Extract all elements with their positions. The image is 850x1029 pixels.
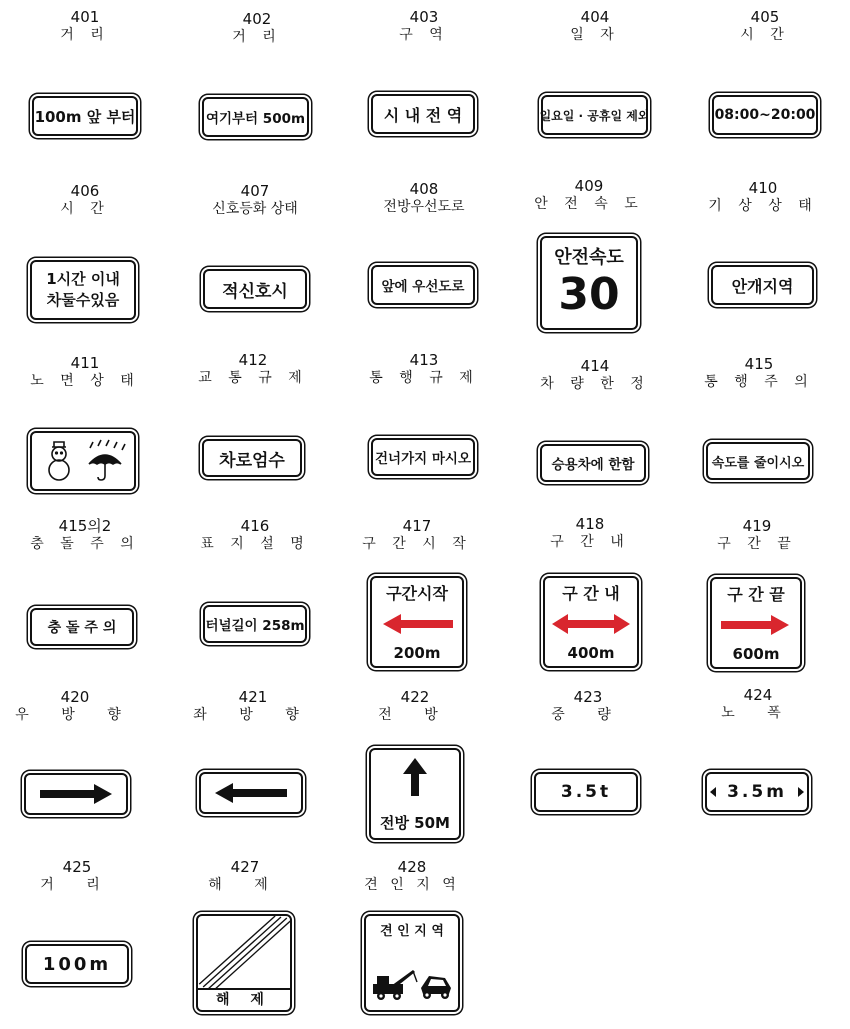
sign-text: 앞에 우선도로 bbox=[381, 279, 465, 295]
sign-name: 시 간 bbox=[60, 201, 110, 217]
sign-text: 차로엄수 bbox=[219, 450, 285, 471]
sign-cell-407 bbox=[170, 182, 340, 218]
sign-code: 413 bbox=[409, 351, 439, 369]
sign-420 bbox=[24, 773, 128, 815]
sign-text: 견 인 지 역 bbox=[380, 924, 444, 939]
sign-text: 구 간 끝 bbox=[727, 585, 785, 604]
sign-416 bbox=[203, 605, 307, 643]
sign-407 bbox=[203, 269, 307, 309]
sign-text: 충 돌 주 의 bbox=[47, 620, 117, 636]
sign-code: 423 bbox=[573, 688, 603, 706]
sign-cell-418 bbox=[505, 515, 675, 551]
sign-cell-423 bbox=[503, 688, 673, 724]
sign-code: 417 bbox=[402, 517, 432, 535]
sign-text: 승용차에 한함 bbox=[551, 457, 635, 473]
sign-cell-416 bbox=[170, 517, 340, 553]
sign-name: 거 리 bbox=[232, 29, 282, 45]
sign-code: 415 bbox=[744, 355, 774, 373]
sign-code: 408 bbox=[409, 180, 439, 198]
sign-422 bbox=[369, 748, 461, 840]
sign-distance: 600m bbox=[732, 645, 780, 663]
sign-text: 해 제 bbox=[216, 992, 272, 1008]
sign-cell-406 bbox=[0, 182, 170, 218]
sign-text: 터널길이 258m bbox=[205, 618, 305, 634]
sign-name: 통 행 주 의 bbox=[704, 374, 814, 390]
sign-414 bbox=[540, 444, 646, 482]
sign-413 bbox=[371, 438, 475, 476]
sign-402 bbox=[202, 97, 309, 137]
sign-text: 3.5m bbox=[727, 782, 787, 802]
sign-text: 안개지역 bbox=[731, 276, 794, 296]
sign-distance: 200m bbox=[393, 644, 441, 662]
sign-code: 410 bbox=[748, 179, 778, 197]
sign-cell-420 bbox=[0, 688, 160, 724]
sign-name: 구 간 시 작 bbox=[362, 536, 472, 552]
sign-code: 411 bbox=[70, 354, 100, 372]
sign-code: 422 bbox=[400, 688, 430, 706]
sign-425 bbox=[25, 944, 129, 984]
sign-name: 전 방 bbox=[378, 707, 452, 723]
sign-name: 통 행 규 제 bbox=[369, 370, 479, 386]
sign-cell-427 bbox=[160, 858, 330, 894]
sign-text: 시 내 전 역 bbox=[383, 105, 463, 125]
sign-name: 노 폭 bbox=[721, 705, 795, 721]
sign-cell-411 bbox=[0, 354, 170, 390]
sign-name: 표 지 설 명 bbox=[200, 536, 310, 552]
sign-text: 일요일 · 공휴일 제외 bbox=[539, 108, 650, 123]
sign-name: 전방우선도로 bbox=[383, 199, 465, 215]
sign-415-2 bbox=[30, 608, 134, 646]
sign-name: 해 제 bbox=[208, 877, 282, 893]
sign-speed-value: 30 bbox=[558, 269, 620, 320]
sign-name: 구 역 bbox=[399, 27, 449, 43]
sign-423 bbox=[534, 772, 638, 812]
sign-text: 적신호시 bbox=[222, 281, 288, 302]
sign-name: 구 간 끝 bbox=[717, 536, 797, 552]
tow-truck-icon bbox=[369, 964, 455, 1004]
sign-code: 415의2 bbox=[58, 517, 112, 535]
sign-code: 402 bbox=[242, 10, 272, 28]
sign-code: 403 bbox=[409, 8, 439, 26]
sign-name: 신호등화 상태 bbox=[212, 201, 298, 217]
sign-code: 412 bbox=[238, 351, 268, 369]
sign-cell-414 bbox=[510, 357, 680, 393]
sign-417 bbox=[370, 576, 464, 668]
sign-421 bbox=[199, 772, 303, 814]
sign-cell-409 bbox=[504, 177, 674, 213]
end-of-zone-stripes-icon bbox=[198, 916, 290, 990]
sign-cell-402 bbox=[172, 10, 342, 46]
snow-umbrella-icon bbox=[33, 434, 133, 488]
sign-419 bbox=[710, 577, 802, 669]
width-marker-right-icon bbox=[797, 786, 805, 798]
sign-name: 노 면 상 태 bbox=[30, 373, 140, 389]
sign-text: 여기부터 500m bbox=[205, 111, 306, 127]
sign-text: 건너가지 마시오 bbox=[375, 451, 471, 467]
sign-name: 좌 방 향 bbox=[193, 707, 313, 723]
sign-name: 거 리 bbox=[60, 27, 110, 43]
sign-424 bbox=[705, 772, 809, 812]
sign-415 bbox=[706, 442, 810, 480]
sign-428 bbox=[364, 914, 460, 1012]
right-arrow-icon bbox=[717, 613, 795, 637]
sign-text: 구 간 내 bbox=[562, 584, 620, 603]
sign-code: 421 bbox=[238, 688, 268, 706]
sign-code: 424 bbox=[743, 686, 773, 704]
sign-cell-415 bbox=[674, 355, 844, 391]
sign-name: 충 돌 주 의 bbox=[30, 536, 140, 552]
sign-cell-425 bbox=[0, 858, 162, 894]
sign-name: 시 간 bbox=[740, 27, 790, 43]
left-arrow-icon bbox=[377, 612, 457, 636]
sign-cell-405 bbox=[680, 8, 850, 44]
sign-text: 3.5t bbox=[560, 782, 612, 802]
sign-418 bbox=[543, 576, 639, 668]
sign-name: 중 량 bbox=[551, 707, 625, 723]
sign-text-line1: 1시간 이내 bbox=[46, 270, 120, 288]
sign-code: 414 bbox=[580, 357, 610, 375]
sign-427 bbox=[196, 914, 292, 1012]
sign-cell-404 bbox=[510, 8, 680, 44]
sign-name: 일 자 bbox=[570, 27, 620, 43]
sign-cell-413 bbox=[339, 351, 509, 387]
sign-text: 100m bbox=[42, 953, 112, 975]
sign-405 bbox=[712, 95, 818, 135]
sign-code: 416 bbox=[240, 517, 270, 535]
sign-name: 안 전 속 도 bbox=[534, 196, 644, 212]
sign-401 bbox=[32, 96, 138, 136]
sign-411 bbox=[30, 431, 136, 491]
sign-code: 418 bbox=[575, 515, 605, 533]
sign-cell-419 bbox=[672, 517, 842, 553]
sign-412 bbox=[202, 439, 302, 477]
sign-code: 401 bbox=[70, 8, 100, 26]
sign-text: 08:00~20:00 bbox=[714, 107, 816, 123]
sign-409 bbox=[540, 236, 638, 330]
sign-text-line2: 차둘수있음 bbox=[46, 291, 120, 309]
sign-cell-428 bbox=[327, 858, 497, 894]
double-arrow-icon bbox=[548, 612, 634, 636]
sign-code: 404 bbox=[580, 8, 610, 26]
sign-cell-415-2 bbox=[0, 517, 170, 553]
sign-cell-403 bbox=[339, 8, 509, 44]
sign-name: 견 인 지 역 bbox=[364, 877, 460, 893]
sign-name: 구 간 내 bbox=[550, 534, 630, 550]
sign-text: 속도를 줄이시오 bbox=[711, 455, 805, 471]
sign-code: 419 bbox=[742, 517, 772, 535]
sign-403 bbox=[371, 94, 475, 134]
sign-code: 428 bbox=[397, 858, 427, 876]
sign-name: 우 방 향 bbox=[15, 707, 135, 723]
sign-code: 409 bbox=[574, 177, 604, 195]
left-arrow-icon bbox=[211, 780, 291, 806]
sign-text: 100m 앞 부터 bbox=[34, 107, 136, 126]
width-marker-left-icon bbox=[709, 786, 717, 798]
sign-cell-422 bbox=[330, 688, 500, 724]
sign-code: 420 bbox=[60, 688, 90, 706]
sign-code: 407 bbox=[240, 182, 270, 200]
sign-cell-412 bbox=[168, 351, 338, 387]
sign-name: 기 상 상 태 bbox=[708, 198, 818, 214]
sign-name: 거 리 bbox=[40, 877, 114, 893]
sign-410 bbox=[711, 265, 814, 305]
sign-406 bbox=[30, 260, 136, 320]
up-arrow-icon bbox=[400, 756, 430, 798]
sign-cell-408 bbox=[339, 180, 509, 216]
sign-code: 427 bbox=[230, 858, 260, 876]
sign-cell-417 bbox=[332, 517, 502, 553]
sign-distance: 400m bbox=[567, 644, 615, 662]
sign-name: 교 통 규 제 bbox=[198, 370, 308, 386]
sign-408 bbox=[371, 265, 475, 305]
sign-cell-421 bbox=[168, 688, 338, 724]
sign-code: 406 bbox=[70, 182, 100, 200]
sign-404 bbox=[541, 95, 648, 135]
sign-text: 구간시작 bbox=[386, 584, 448, 603]
sign-name: 차 량 한 정 bbox=[540, 376, 650, 392]
sign-code: 425 bbox=[62, 858, 92, 876]
sign-text: 전방 50M bbox=[379, 814, 450, 832]
right-arrow-icon bbox=[36, 781, 116, 807]
sign-cell-401 bbox=[0, 8, 170, 44]
sign-text: 안전속도 bbox=[554, 247, 624, 268]
sign-cell-424 bbox=[673, 686, 843, 722]
sign-cell-410 bbox=[678, 179, 848, 215]
sign-code: 405 bbox=[750, 8, 780, 26]
